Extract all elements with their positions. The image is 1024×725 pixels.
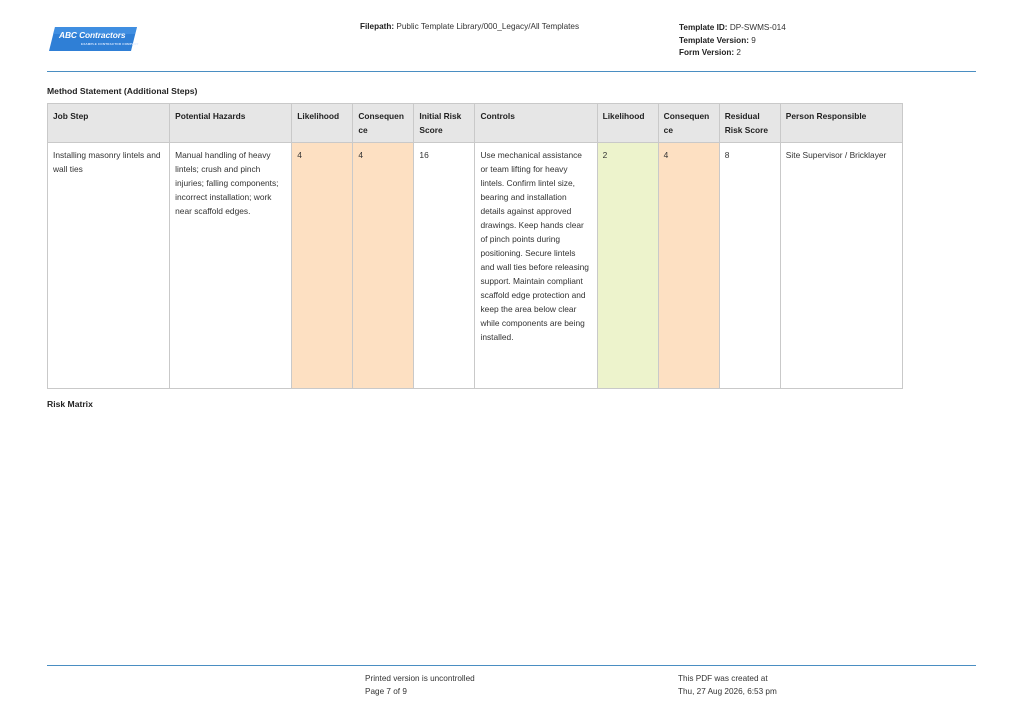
cell-potential-hazards: Manual handling of heavy lintels; crush and pinch injuries; falling components; incorrect installation; work near scaffold edges. [170, 143, 292, 389]
template-meta [679, 22, 786, 60]
footer-divider [47, 665, 976, 666]
footer-left [365, 673, 475, 698]
column-header-controls: Controls [475, 104, 597, 143]
column-header-initial-likelihood: Likelihood [292, 104, 353, 143]
form-version-value: 2 [736, 48, 741, 57]
cell-person-responsible: Site Supervisor / Bricklayer [780, 143, 902, 389]
template-id [679, 22, 786, 35]
template-version-value: 9 [751, 35, 756, 45]
created-timestamp: Thu, 27 Aug 2026, 6:53 pm [678, 686, 777, 696]
cell-controls: Use mechanical assistance or team lifting for heavy lintels. Confirm lintel size, bearing and installation details against approved drawings. Keep hands clear of pinch points during positioning. Secure lintels and wall ties before releasing support. Maintain compliant scaffold edge protection and keep the area below clear while components are being installed. [475, 143, 597, 389]
template-id-label: Template ID: [679, 23, 728, 32]
column-header-residual-consequence: Consequen ce [658, 104, 719, 143]
column-header-initial-risk-score: Initial Risk Score [414, 104, 475, 143]
method-statement-title: Method Statement (Additional Steps) [47, 86, 198, 96]
page-number: Page 7 of 9 [365, 686, 407, 696]
form-version [679, 47, 786, 60]
template-version-label: Template Version: [679, 35, 749, 45]
cell-residual-consequence: 4 [658, 143, 719, 389]
uncontrolled-note: Printed version is uncontrolled [365, 674, 475, 683]
method-statement-table [47, 103, 903, 389]
column-header-potential-hazards: Potential Hazards [170, 104, 292, 143]
table-header-row [48, 104, 903, 143]
filepath-value: Public Template Library/000_Legacy/All Templates [396, 22, 580, 31]
footer-right [678, 673, 777, 698]
cell-job-step: Installing masonry lintels and wall ties [48, 143, 170, 389]
table-row [48, 143, 903, 389]
cell-initial-risk-score: 16 [414, 143, 475, 389]
logo-text: ABC Contractors [59, 30, 126, 40]
cell-residual-risk-score: 8 [719, 143, 780, 389]
filepath-label: Filepath: [360, 22, 395, 31]
template-id-value: DP-SWMS-014 [729, 23, 786, 32]
column-header-person-responsible: Person Responsible [780, 104, 902, 143]
cell-initial-consequence: 4 [353, 143, 414, 389]
cell-initial-likelihood: 4 [292, 143, 353, 389]
filepath [360, 22, 579, 31]
risk-matrix-title: Risk Matrix [47, 399, 93, 409]
cell-residual-likelihood: 2 [597, 143, 658, 389]
logo-subtext: EXAMPLE CONTRACTOR COMPANY [81, 42, 139, 46]
template-version [679, 35, 786, 48]
column-header-residual-risk-score: Residual Risk Score [719, 104, 780, 143]
column-header-job-step: Job Step [48, 104, 170, 143]
company-logo [49, 27, 137, 51]
form-version-label: Form Version: [679, 48, 735, 57]
column-header-residual-likelihood: Likelihood [597, 104, 658, 143]
column-header-initial-consequence: Consequen ce [353, 104, 414, 143]
created-note: This PDF was created at [678, 674, 768, 683]
header-divider [47, 71, 976, 72]
